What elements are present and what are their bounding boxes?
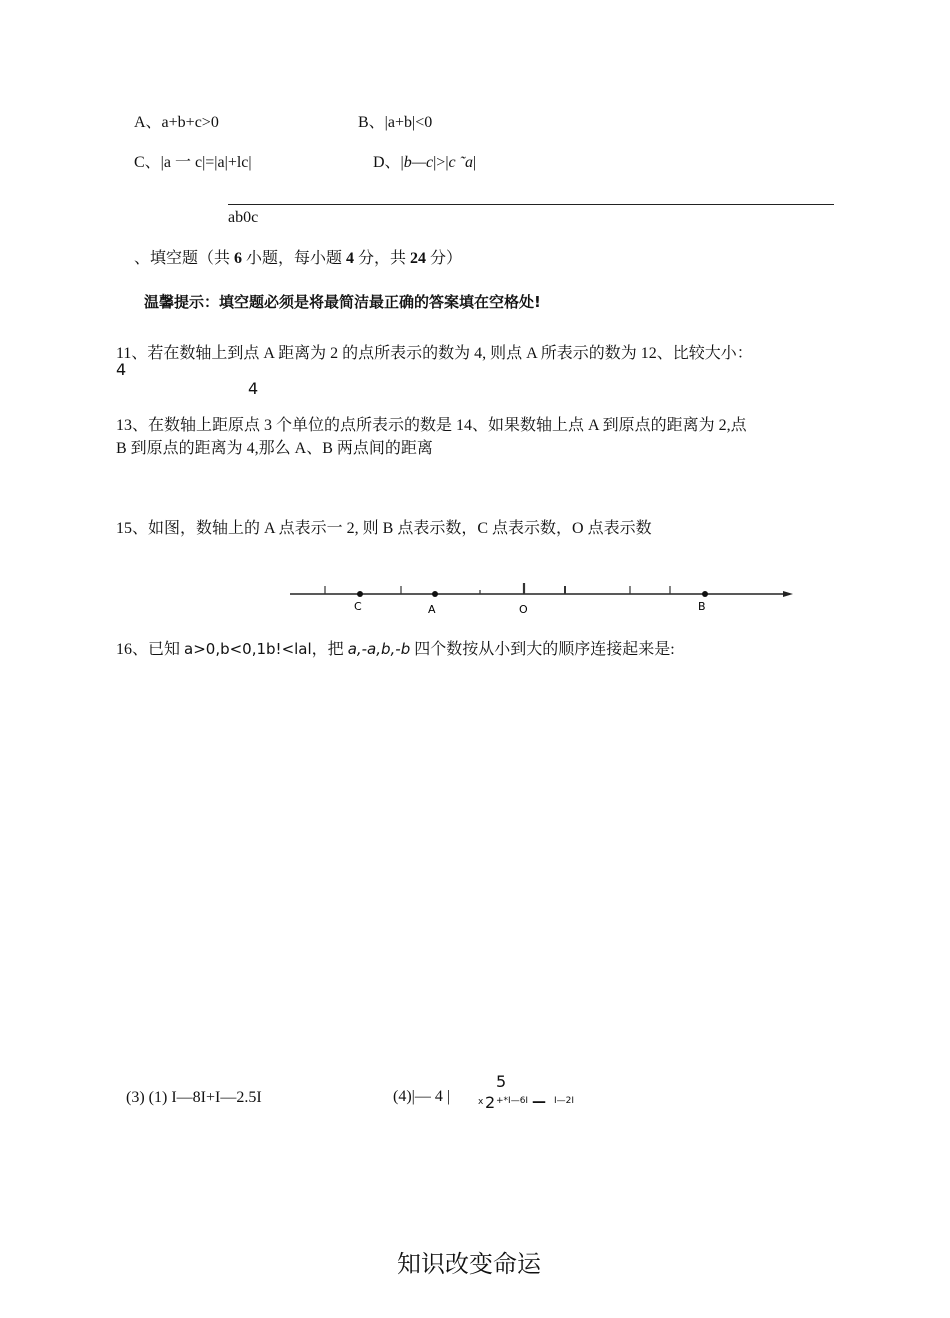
section-prefix: 、填空题（共 [134, 250, 235, 267]
point-c-dot [357, 591, 363, 597]
section-points: 4 [346, 250, 355, 267]
section-mid1: 小题，每小题 [242, 250, 347, 267]
section-count: 6 [234, 250, 243, 267]
question-13-line-1: 13、在数轴上距原点 3 个单位的点所表示的数是 14、如果数轴上点 A 到原点的距离为 2,点 [116, 417, 747, 434]
option-c: C、|a 一 c|=|a|+lc| [134, 154, 252, 171]
point-a-label: A [428, 603, 436, 616]
q11-stray-2: 4 [248, 379, 259, 398]
option-d-suffix: | [472, 154, 477, 171]
option-a: A、a+b+c>0 [134, 114, 219, 131]
question-16 [116, 636, 675, 659]
tip-text: 温馨提示：填空题必须是将最简洁最正确的答案填在空格处! [144, 293, 541, 311]
number-line-ticks [325, 583, 670, 594]
calc-dash: — [532, 1094, 546, 1110]
question-number-line-rule [228, 204, 834, 205]
calc-item-4: (4)|— 4 | [393, 1088, 451, 1105]
section-mid2: 分，共 [354, 250, 411, 267]
q16-prefix: 16、已知 [116, 641, 185, 658]
question-13-line-2: B 到原点的距离为 4,那么 A、B 两点间的距离 [116, 440, 433, 457]
question-15: 15、如图，数轴上的 A 点表示一 2, 则 B 点表示数，C 点表示数，O 点表示数 [116, 520, 652, 537]
option-d-mid: |>| [433, 154, 449, 171]
footer-motto: 知识改变命运 [397, 1252, 541, 1278]
calc-two: 2 [485, 1093, 496, 1112]
option-d-term1: b—c [403, 154, 434, 171]
option-d-prefix: D、| [373, 154, 404, 171]
point-c-label: C [354, 600, 362, 613]
point-a-dot [432, 591, 438, 597]
point-b-dot [702, 591, 708, 597]
q16-suffix: 四个数按从小到大的顺序连接起来是: [410, 641, 675, 658]
point-o-label: O [519, 603, 528, 616]
number-line-figure [285, 578, 800, 620]
point-b-label: B [698, 600, 706, 613]
calc-item-3: (3) (1) I—8I+I—2.5I [126, 1089, 262, 1106]
option-b: B、|a+b|<0 [358, 114, 433, 131]
section-suffix: 分） [426, 250, 463, 267]
question-11: 11、若在数轴上到点 A 距离为 2 的点所表示的数为 4, 则点 A 所表示的数为 12、比较大小： [116, 345, 753, 362]
option-d [373, 149, 476, 172]
section-header [134, 245, 462, 268]
option-d-term2: c ˜a [448, 154, 473, 171]
q16-variables: a,-a,b,-b [347, 640, 411, 658]
calc-five: 5 [496, 1072, 507, 1091]
number-line-arrow [783, 591, 793, 597]
calc-tail: +*I—6I [496, 1096, 529, 1106]
calc-end: I—2I [554, 1096, 575, 1106]
q16-condition: a>0,b<0,1b!<lal [184, 640, 312, 658]
q16-mid: ，把 [311, 641, 348, 658]
calc-x: x [478, 1097, 484, 1107]
q11-stray-1: 4 [116, 360, 127, 379]
section-total: 24 [410, 250, 427, 267]
axis-labels: ab0c [228, 209, 259, 226]
